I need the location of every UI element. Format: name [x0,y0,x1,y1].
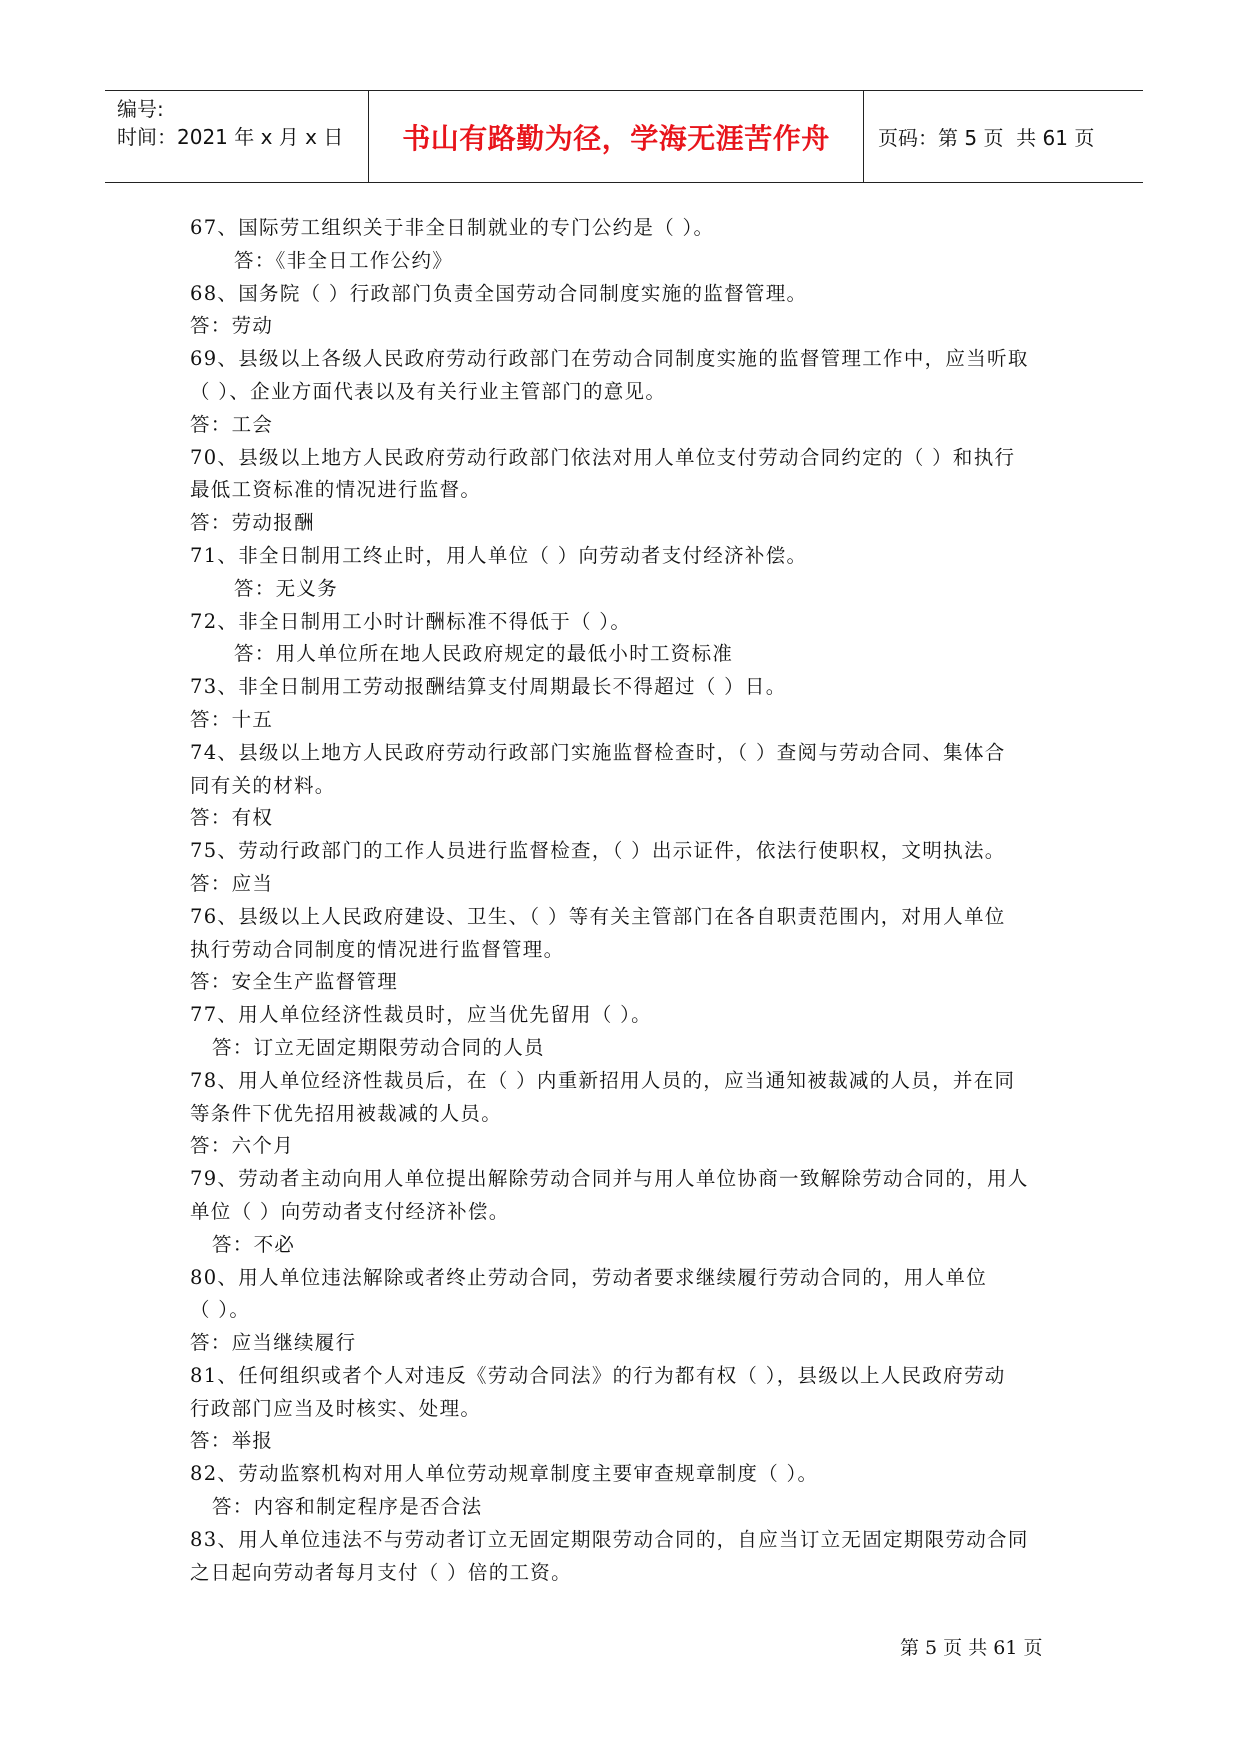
answer-line: 答：工会 [190,412,274,436]
question-line: 77、用人单位经济性裁员时，应当优先留用（ ）。 [190,1003,652,1027]
question-line: （ ）、企业方面代表以及有关行业主管部门的意见。 [190,379,667,403]
document-body [190,212,1070,1589]
answer-line: 答：不必 [212,1232,296,1256]
question-line: 等条件下优先招用被裁减的人员。 [190,1101,503,1125]
header-motto: 书山有路勤为径，学海无涯苦作舟 [369,91,864,182]
answer-line: 答：劳动 [190,314,274,338]
question-line: 73、非全日制用工劳动报酬结算支付周期最长不得超过（ ）日。 [190,675,787,699]
answer-line: 答：《非全日工作公约》 [234,248,454,272]
question-line: 67、国际劳工组织关于非全日制就业的专门公约是（ ）。 [190,216,715,239]
answer-line: 答：用人单位所在地人民政府规定的最低小时工资标准 [234,642,734,666]
answer-line: 答：劳动报酬 [190,511,315,535]
question-line: 之日起向劳动者每月支付（ ）倍的工资。 [190,1560,572,1584]
answer-line: 答：无义务 [234,576,339,600]
answer-line: 答：安全生产监督管理 [190,970,399,994]
answer-line: 答：六个月 [190,1134,295,1158]
question-line: 75、劳动行政部门的工作人员进行监督检查，（ ）出示证件，依法行使职权，文明执法。 [190,839,1006,863]
question-line: 同有关的材料。 [190,773,336,797]
question-line: 70、县级以上地方人民政府劳动行政部门依法对用人单位支付劳动合同约定的（ ）和执行 [190,445,1016,469]
question-line: 行政部门应当及时核实、处理。 [190,1396,482,1420]
question-line: 76、县级以上人民政府建设、卫生、（ ）等有关主管部门在各自职责范围内，对用人单位 [190,904,1006,928]
question-line: 80、用人单位违法解除或者终止劳动合同，劳动者要求继续履行劳动合同的，用人单位 [190,1265,988,1289]
question-line: 71、非全日制用工终止时，用人单位（ ）向劳动者支付经济补偿。 [190,543,808,567]
answer-line: 答：内容和制定程序是否合法 [212,1495,483,1519]
time-label: 时间：2021 年 x 月 x 日 [117,125,344,149]
answer-line: 答：十五 [190,707,274,731]
question-line: 81、任何组织或者个人对违反《劳动合同法》的行为都有权（ ），县级以上人民政府劳动 [190,1363,1006,1387]
answer-line: 答：应当继续履行 [190,1331,357,1355]
header-page-label: 页码：第 5 页 共 61 页 [878,126,1095,150]
answer-line: 答：应当 [190,871,274,895]
page-header [105,90,1143,183]
question-line: 79、劳动者主动向用人单位提出解除劳动合同并与用人单位协商一致解除劳动合同的，用人 [190,1167,1029,1191]
question-line: 执行劳动合同制度的情况进行监督管理。 [190,937,565,961]
answer-line: 答：订立无固定期限劳动合同的人员 [212,1035,545,1059]
question-line: 82、劳动监察机构对用人单位劳动规章制度主要审查规章制度（ ）。 [190,1462,819,1486]
question-line: 72、非全日制用工小时计酬标准不得低于（ ）。 [190,609,632,633]
question-line: 78、用人单位经济性裁员后，在（ ）内重新招用人员的，应当通知被裁减的人员，并在同 [190,1068,1016,1092]
question-line: 74、县级以上地方人民政府劳动行政部门实施监督检查时，（ ）查阅与劳动合同、集体合 [190,740,1006,764]
question-line: 83、用人单位违法不与劳动者订立无固定期限劳动合同的，自应当订立无固定期限劳动合同 [190,1527,1029,1551]
question-line: 69、县级以上各级人民政府劳动行政部门在劳动合同制度实施的监督管理工作中，应当听取 [190,347,1029,371]
question-line: 68、国务院（ ）行政部门负责全国劳动合同制度实施的监督管理。 [190,281,808,305]
question-line: （ ）。 [190,1298,251,1322]
question-line: 最低工资标准的情况进行监督。 [190,478,482,502]
question-line: 单位（ ）向劳动者支付经济补偿。 [190,1199,510,1223]
answer-line: 答：有权 [190,806,274,830]
serial-number-label: 编号: [117,97,164,121]
page-footer: 第 5 页 共 61 页 [900,1637,1043,1659]
header-info-cell [105,91,369,182]
answer-line: 答：举报 [190,1429,274,1453]
